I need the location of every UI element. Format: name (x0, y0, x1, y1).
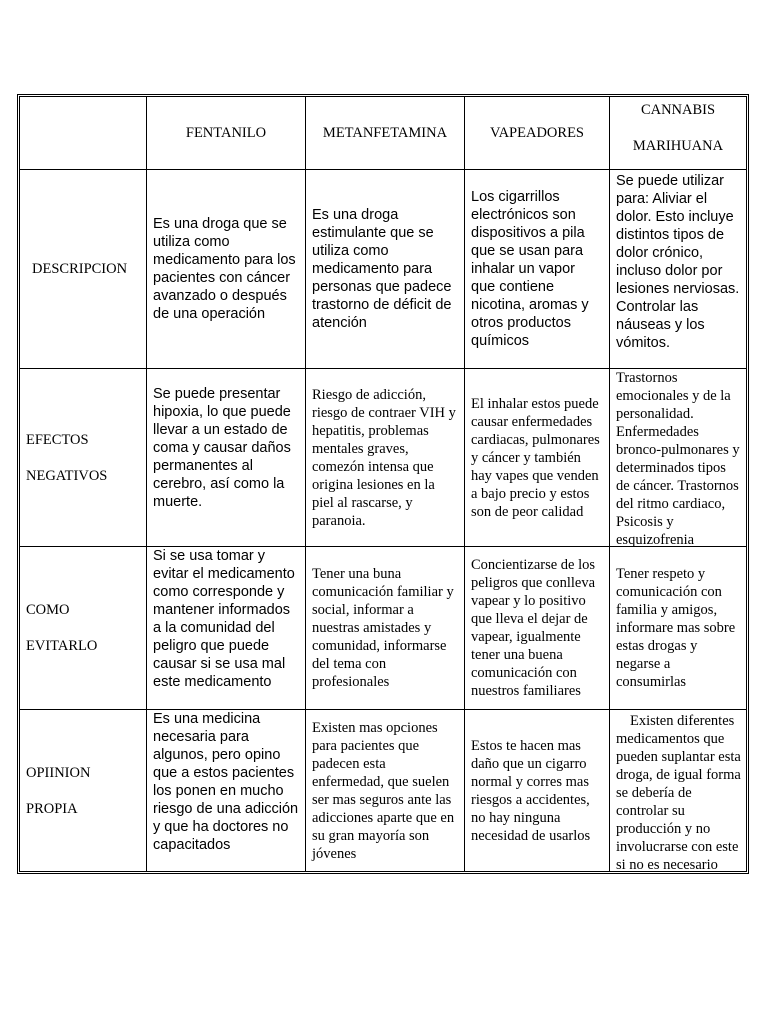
row-label-como-line2: EVITARLO (26, 638, 98, 654)
cell-opinion-fentanilo (147, 710, 305, 871)
header-fentanilo (147, 97, 305, 169)
cell-como-fentanilo (147, 547, 305, 709)
header-vapeadores (465, 97, 609, 169)
header-metanfetamina-text: METANFETAMINA (322, 125, 448, 141)
header-metanfetamina (306, 97, 464, 169)
row-label-efectos-line2: NEGATIVOS (26, 467, 108, 484)
cell-descripcion-cannabis (610, 170, 746, 368)
cell-text: Trastornos emocionales y de la personalidad. Enfermedades bronco-pulmonares y determinados tipos de cáncer. Trastornos del ritmo cardiaco, Psicosis y esquizofrenia (616, 370, 740, 546)
cell-text: Es una droga estimulante que se utiliza como medicamento para personas que padece trastorno de déficit de atención (312, 207, 452, 331)
cell-como-cannabis (610, 547, 746, 709)
row-label-opinion (20, 710, 146, 871)
cell-descripcion-metanfetamina (306, 170, 464, 368)
cell-descripcion-fentanilo (147, 170, 305, 368)
cell-text: Estos te hacen mas daño que un cigarro normal y corres mas riesgos a accidentes, no hay ninguna necesidad de usarlos (471, 737, 591, 844)
cell-text: Los cigarrillos electrónicos son dispositivos a pila que se usan para inhalar un vapor que contiene nicotina, aromas y otros productos químicos (471, 189, 589, 349)
cell-text: Se puede presentar hipoxia, lo que puede llevar a un estado de coma y causar daños permanentes al cerebro, así como la muerte. (153, 386, 291, 510)
cell-text: Tener una buna comunicación familiar y social, informar a nuestras amistades y comunidad, informarse del tema con profesionales (312, 566, 454, 690)
cell-opinion-vapeadores (465, 710, 609, 871)
row-label-como-evitarlo (20, 547, 146, 709)
cell-text: Si se usa tomar y evitar el medicamento como corresponde y mantener informados a la comunidad del peligro que puede causar si se usa mal este medicamento (153, 548, 295, 690)
header-cannabis-line2: MARIHUANA (632, 138, 724, 154)
row-label-descripcion (20, 170, 146, 368)
row-label-efectos (20, 369, 146, 546)
cell-text: Tener respeto y comunicación con familia y amigos, informare mas sobre estas drogas y negarse a consumirlas (616, 566, 736, 690)
header-cannabis (610, 97, 746, 169)
cell-opinion-cannabis (610, 710, 746, 871)
row-label-opinion-line2: PROPIA (26, 800, 78, 817)
row-label-opinion-line1: OPIINION (26, 764, 91, 781)
header-vapeadores-text: VAPEADORES (489, 125, 584, 141)
cell-text: Es una medicina necesaria para algunos, pero opino que a estos pacientes los ponen en mucho riesgo de una adicción y que ha doctores no capacitados (153, 711, 299, 853)
cell-descripcion-vapeadores (465, 170, 609, 368)
cell-text: Se puede utilizar para: Aliviar el dolor. Esto incluye distintos tipos de dolor crónico, incluso dolor por lesiones nerviosas. Controlar las náuseas y los vómitos. (616, 173, 740, 351)
row-label-descripcion-text: DESCRIPCION (32, 261, 128, 277)
cell-opinion-metanfetamina (306, 710, 464, 871)
cell-text: Riesgo de adicción, riesgo de contraer VIH y hepatitis, problemas mentales graves, comezón intensa que origina lesiones en la piel al rascarse, y paranoia. (312, 386, 456, 529)
cell-text: Concientizarse de los peligros que conlleva vapear y lo positivo que lleva el dejar de vapear, igualmente tener una buena comunicación con nuestros familiares (471, 557, 596, 699)
cell-como-metanfetamina (306, 547, 464, 709)
cell-efectos-cannabis (610, 369, 746, 546)
cell-efectos-vapeadores (465, 369, 609, 546)
cell-como-vapeadores (465, 547, 609, 709)
cell-efectos-fentanilo (147, 369, 305, 546)
comparison-table (17, 94, 749, 874)
header-cannabis-line1: CANNABIS (640, 102, 716, 118)
cell-text: Existen diferentes medicamentos que pueden suplantar esta droga, de igual forma se debería de controlar su producción y no involucrarse con este si no es necesario (616, 713, 741, 871)
cell-text: Existen mas opciones para pacientes que padecen esta enfermedad, que suelen ser mas seguros ante las adicciones aparte que en su gran mayoría son jóvenes (312, 719, 455, 862)
cell-text: Es una droga que se utiliza como medicamento para los pacientes con cáncer avanzado o después de una operación (153, 216, 296, 322)
row-label-efectos-line1: EFECTOS (26, 431, 89, 448)
header-fentanilo-text: FENTANILO (185, 125, 267, 141)
cell-text: El inhalar estos puede causar enfermedades cardiacas, pulmonares y cáncer y también hay vapes que venden a bajo precio y estos son de peor calidad (471, 395, 600, 520)
row-label-como-line1: COMO (26, 602, 70, 618)
cell-efectos-metanfetamina (306, 369, 464, 546)
